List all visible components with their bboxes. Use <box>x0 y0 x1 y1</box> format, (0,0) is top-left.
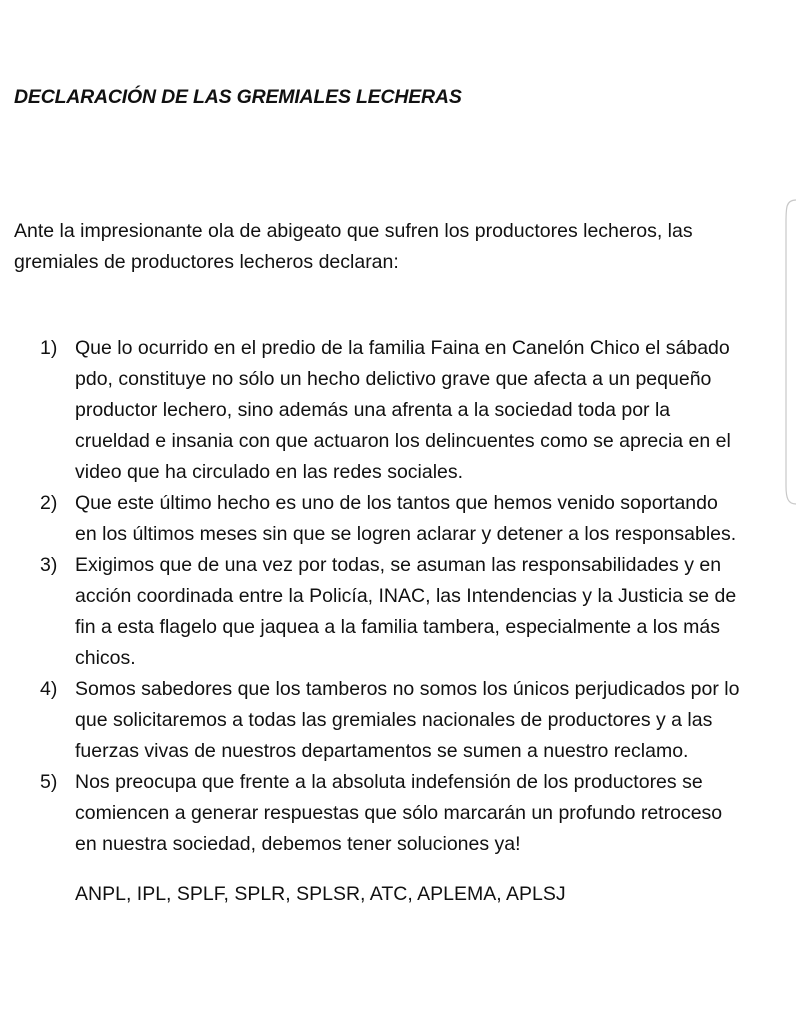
item-line: fin a esta flagelo que jaquea a la familia tambera, especialmente a los más <box>75 616 720 638</box>
item-line: Exigimos que de una vez por todas, se asuman las responsabilidades y en <box>75 554 722 576</box>
signatories: ANPL, IPL, SPLF, SPLR, SPLSR, ATC, APLEMA, APLSJ <box>75 883 566 905</box>
item-line: que solicitaremos a todas las gremiales nacionales de productores y a las <box>75 709 713 731</box>
declaration-item-5 <box>40 767 790 860</box>
item-line: Nos preocupa que frente a la absoluta indefensión de los productores se <box>75 771 703 793</box>
item-line: en los últimos meses sin que se logren aclarar y detener a los responsables. <box>75 523 737 545</box>
item-line: fuerzas vivas de nuestros departamentos se sumen a nuestro reclamo. <box>75 740 689 762</box>
item-line: video que ha circulado en las redes sociales. <box>75 461 464 483</box>
item-line: crueldad e insania con que actuaron los delincuentes como se aprecia en el <box>75 430 731 452</box>
declaration-item-1 <box>40 333 790 488</box>
item-number: 1) <box>40 337 58 359</box>
declaration-item-3 <box>40 550 790 674</box>
item-line: en nuestra sociedad, debemos tener soluciones ya! <box>75 833 521 855</box>
item-line: Somos sabedores que los tamberos no somos los únicos perjudicados por lo <box>75 678 740 700</box>
item-line: pdo, constituye no sólo un hecho delictivo grave que afecta a un pequeño <box>75 368 712 390</box>
item-number: 2) <box>40 492 58 514</box>
item-number: 5) <box>40 771 58 793</box>
item-line: comiencen a generar respuestas que sólo marcarán un profundo retroceso <box>75 802 723 824</box>
item-line: Que lo ocurrido en el predio de la familia Faina en Canelón Chico el sábado <box>75 337 730 359</box>
item-line: acción coordinada entre la Policía, INAC, las Intendencias y la Justicia se de <box>75 585 737 607</box>
declaration-item-2 <box>40 488 790 550</box>
intro-line: Ante la impresionante ola de abigeato que sufren los productores lecheros, las <box>14 220 693 242</box>
item-number: 3) <box>40 554 58 576</box>
declaration-item-4 <box>40 674 790 767</box>
item-line: chicos. <box>75 647 136 669</box>
document-title: DECLARACIÓN DE LAS GREMIALES LECHERAS <box>14 86 462 108</box>
item-number: 4) <box>40 678 58 700</box>
item-line: productor lechero, sino además una afrenta a la sociedad toda por la <box>75 399 671 421</box>
page-edge-curve <box>784 198 796 508</box>
item-line: Que este último hecho es uno de los tantos que hemos venido soportando <box>75 492 718 514</box>
declaration-list <box>40 333 790 860</box>
intro-line: gremiales de productores lecheros declaran: <box>14 251 399 273</box>
intro-paragraph <box>14 216 784 278</box>
